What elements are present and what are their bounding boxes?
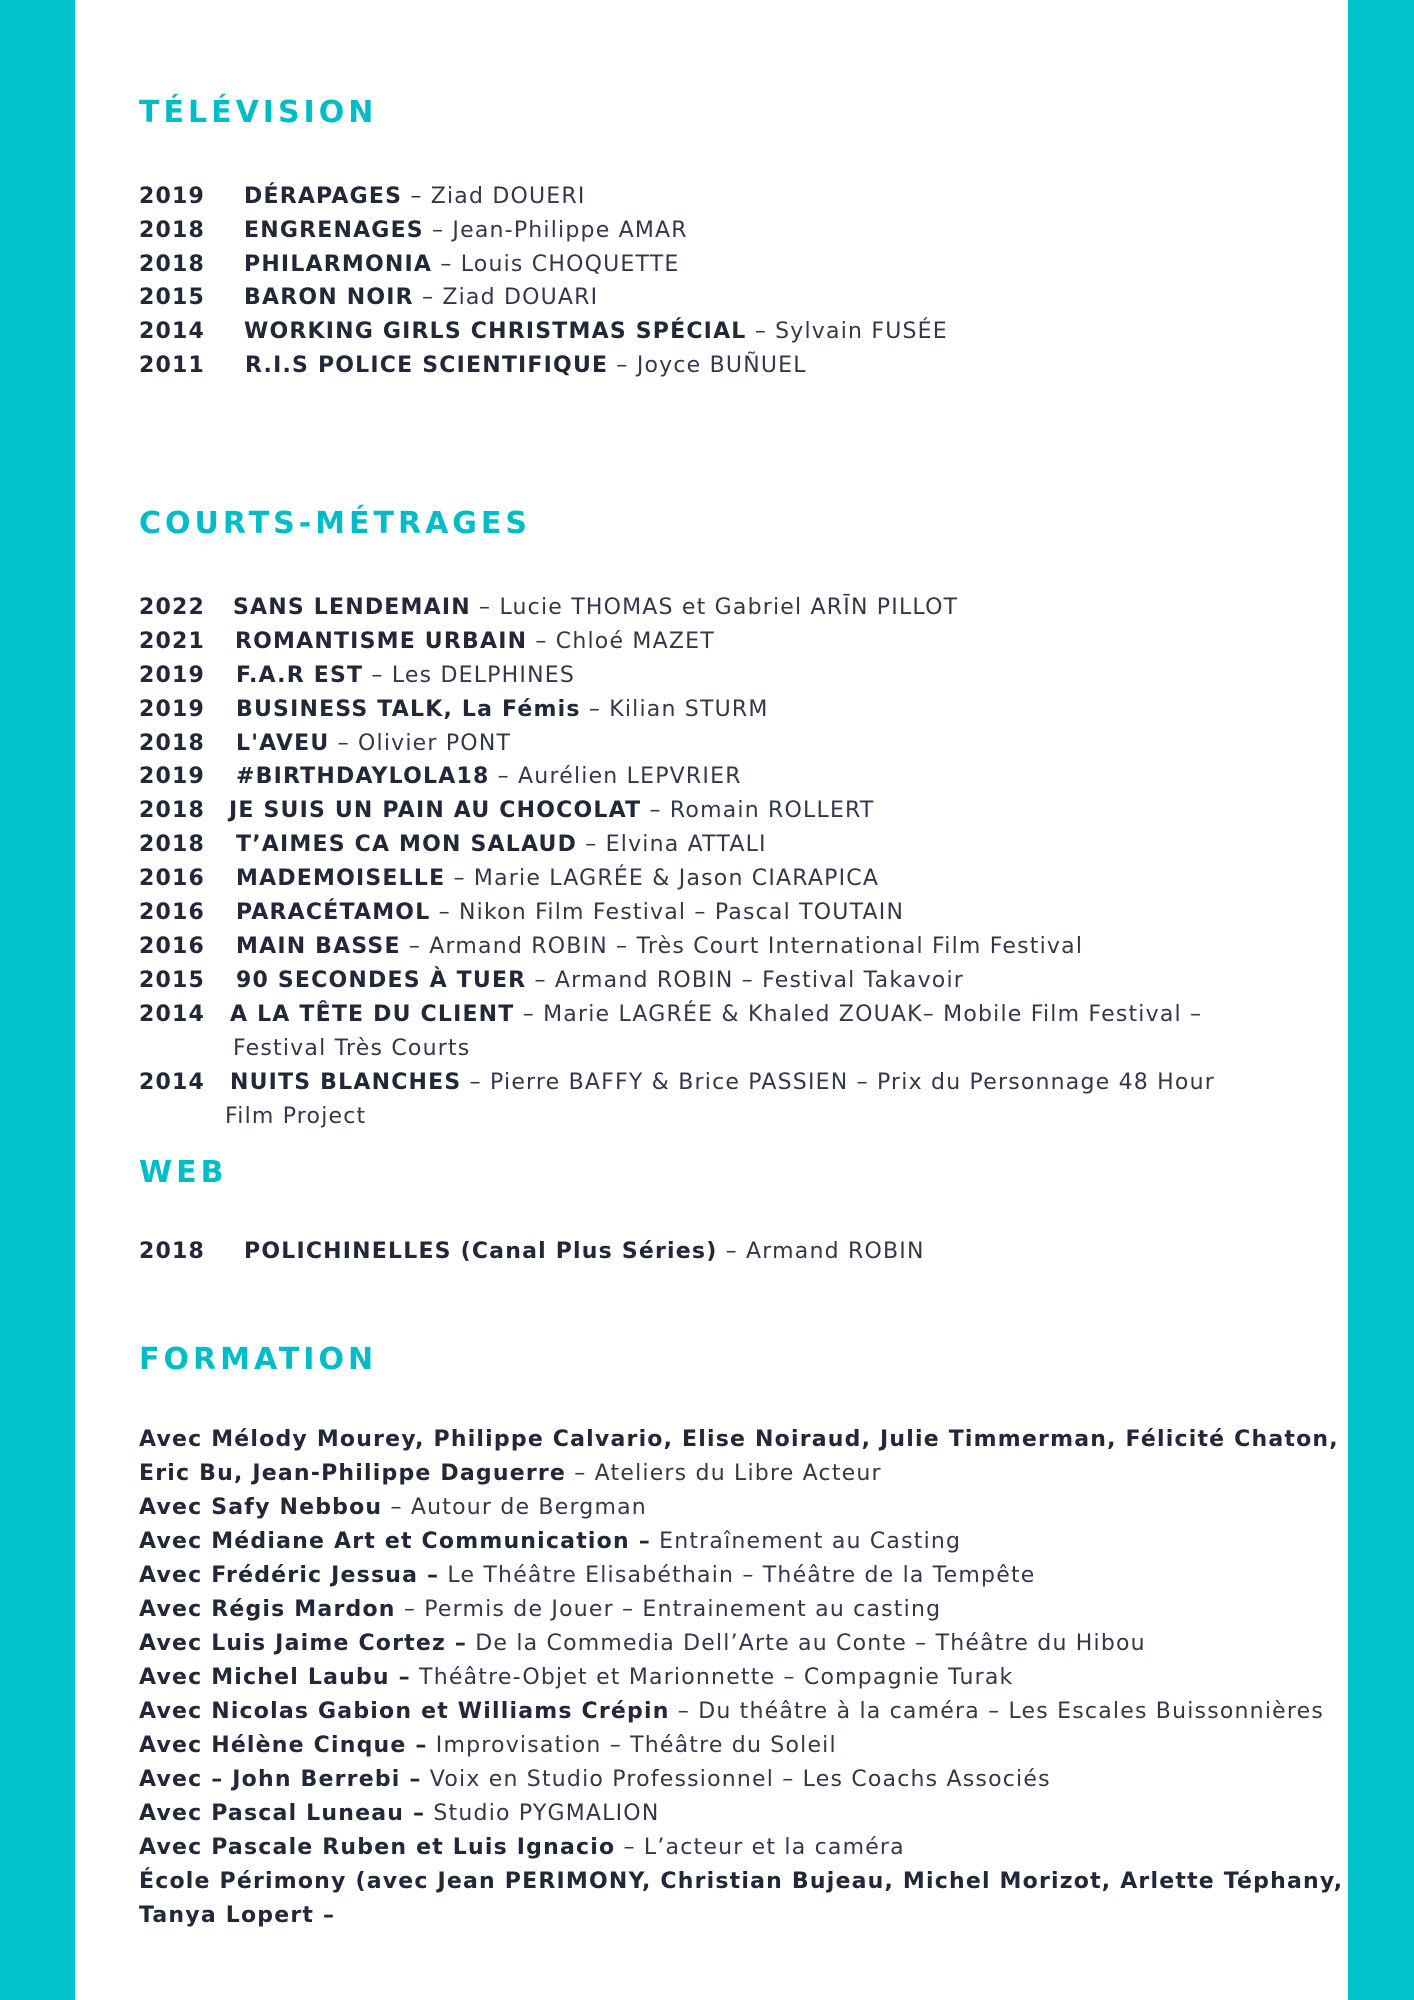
credit-line-continuation: Festival Très Courts [233, 1036, 471, 1061]
credit-line: 2015 BARON NOIR – Ziad DOUARI [139, 285, 599, 310]
credit-line: 2014 WORKING GIRLS CHRISTMAS SPÉCIAL – Sylvain FUSÉE [139, 319, 948, 344]
training-line: Avec Régis Mardon – Permis de Jouer – Entrainement au casting [139, 1597, 942, 1622]
training-line: Avec Pascal Luneau – Studio PYGMALION [139, 1801, 660, 1826]
credit-line: 2016 PARACÉTAMOL – Nikon Film Festival – Pascal TOUTAIN [139, 900, 905, 925]
television-heading: TÉLÉVISION [139, 95, 378, 130]
training-line: Eric Bu, Jean-Philippe Daguerre – Ateliers du Libre Acteur [139, 1461, 882, 1486]
credit-line: 2019 DÉRAPAGES – Ziad DOUERI [139, 184, 586, 209]
left-accent-bar [0, 0, 75, 2000]
credit-line: 2018 L'AVEU – Olivier PONT [139, 731, 512, 756]
credit-line: 2016 MADEMOISELLE – Marie LAGRÉE & Jason CIARAPICA [139, 866, 880, 891]
web-heading: WEB [139, 1155, 228, 1190]
credit-line: 2022 SANS LENDEMAIN – Lucie THOMAS et Gabriel ARĪN PILLOT [139, 595, 959, 620]
credit-line: 2015 90 SECONDES À TUER – Armand ROBIN – Festival Takavoir [139, 968, 965, 993]
training-line: Avec Pascale Ruben et Luis Ignacio – L’acteur et la caméra [139, 1835, 905, 1860]
credit-line: 2019 BUSINESS TALK, La Fémis – Kilian STURM [139, 697, 769, 722]
courts-heading: COURTS-MÉTRAGES [139, 506, 532, 541]
credit-line: 2021 ROMANTISME URBAIN – Chloé MAZET [139, 629, 715, 654]
training-line: Avec Nicolas Gabion et Williams Crépin – Du théâtre à la caméra – Les Escales Buissonnières [139, 1699, 1325, 1724]
credit-line: 2011 R.I.S POLICE SCIENTIFIQUE – Joyce BUÑUEL [139, 353, 807, 378]
training-line: Avec Safy Nebbou – Autour de Bergman [139, 1495, 647, 1520]
training-line: Avec Mélody Mourey, Philippe Calvario, Elise Noiraud, Julie Timmerman, Félicité Chaton, [139, 1427, 1339, 1452]
credit-line: 2018 JE SUIS UN PAIN AU CHOCOLAT – Romain ROLLERT [139, 798, 875, 823]
credit-line: 2018 T’AIMES CA MON SALAUD – Elvina ATTALI [139, 832, 767, 857]
credit-line: 2018 PHILARMONIA – Louis CHOQUETTE [139, 252, 680, 277]
credit-line: 2018 ENGRENAGES – Jean-Philippe AMAR [139, 218, 688, 243]
credit-line: 2016 MAIN BASSE – Armand ROBIN – Très Court International Film Festival [139, 934, 1084, 959]
credit-line: 2014 A LA TÊTE DU CLIENT – Marie LAGRÉE & Khaled ZOUAK– Mobile Film Festival – [139, 1002, 1203, 1027]
training-line: Avec Frédéric Jessua – Le Théâtre Elisabéthain – Théâtre de la Tempête [139, 1563, 1036, 1588]
training-line: Tanya Lopert – [139, 1903, 336, 1928]
credit-line: 2019 #BIRTHDAYLOLA18 – Aurélien LEPVRIER [139, 764, 742, 789]
training-line: Avec Michel Laubu – Théâtre-Objet et Marionnette – Compagnie Turak [139, 1665, 1014, 1690]
credit-line-continuation: Film Project [225, 1104, 367, 1129]
right-accent-bar [1348, 0, 1414, 2000]
training-line: Avec Médiane Art et Communication – Entraînement au Casting [139, 1529, 962, 1554]
formation-heading: FORMATION [139, 1342, 378, 1377]
credit-line: 2018 POLICHINELLES (Canal Plus Séries) – Armand ROBIN [139, 1239, 925, 1264]
training-line: Avec – John Berrebi – Voix en Studio Professionnel – Les Coachs Associés [139, 1767, 1051, 1792]
training-line: Avec Luis Jaime Cortez – De la Commedia Dell’Arte au Conte – Théâtre du Hibou [139, 1631, 1146, 1656]
training-line: École Périmony (avec Jean PERIMONY, Christian Bujeau, Michel Morizot, Arlette Téphany, [139, 1869, 1344, 1894]
training-line: Avec Hélène Cinque – Improvisation – Théâtre du Soleil [139, 1733, 837, 1758]
credit-line: 2019 F.A.R EST – Les DELPHINES [139, 663, 575, 688]
credit-line: 2014 NUITS BLANCHES – Pierre BAFFY & Brice PASSIEN – Prix du Personnage 48 Hour [139, 1070, 1215, 1095]
